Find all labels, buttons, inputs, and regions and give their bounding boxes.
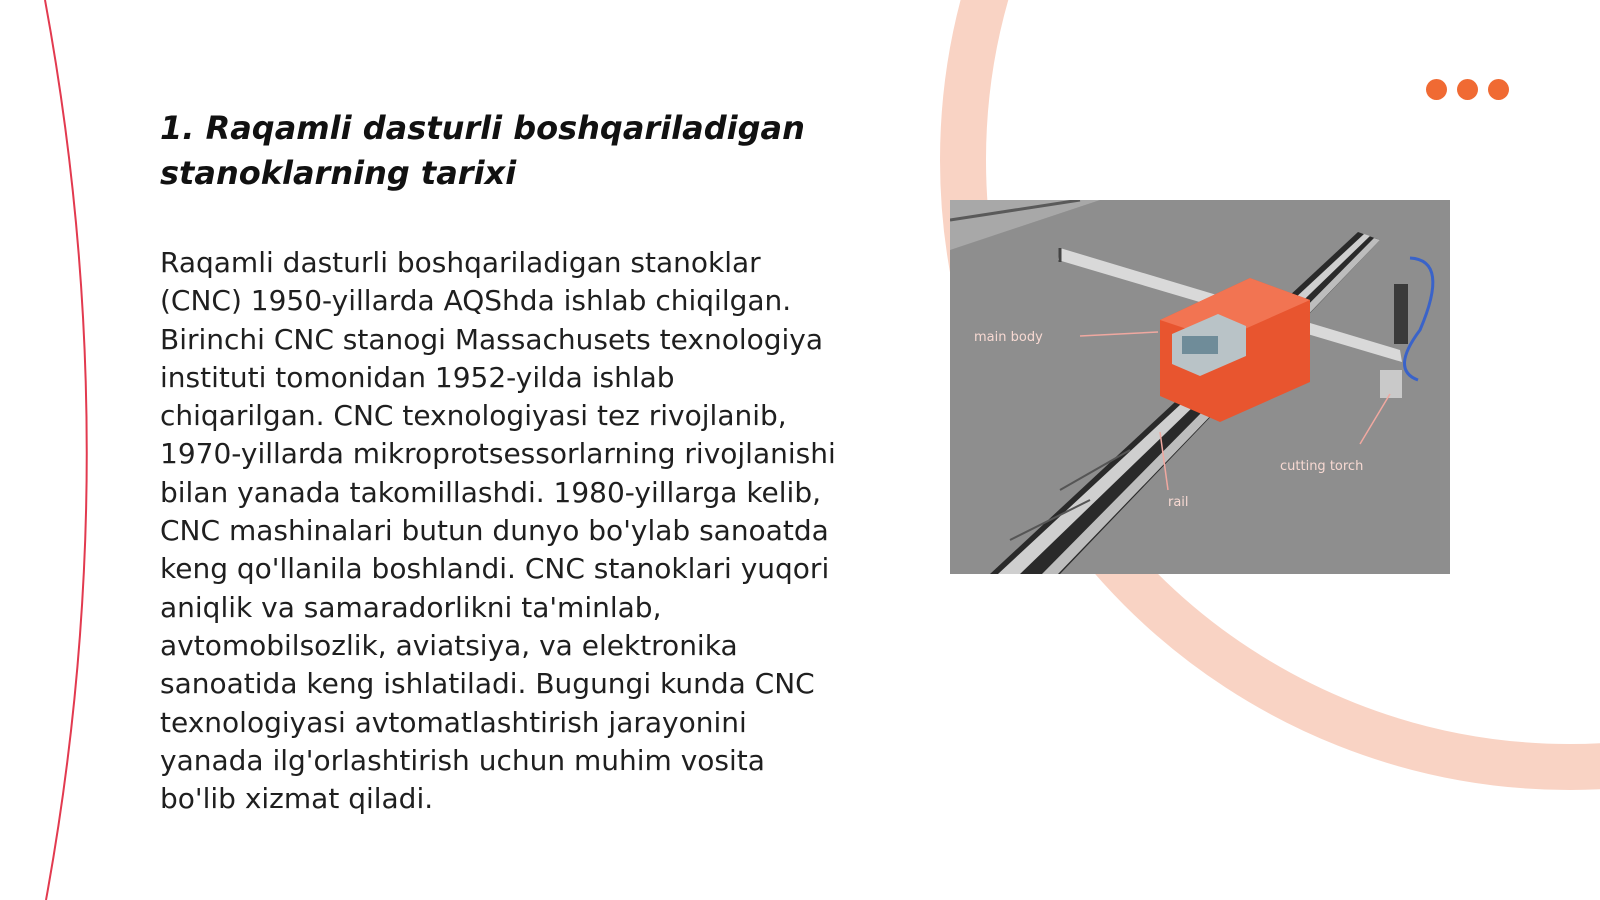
photo-label-main-body: main body — [974, 330, 1043, 345]
cnc-machine-photo — [950, 200, 1450, 574]
dot — [1426, 79, 1447, 100]
dot — [1457, 79, 1478, 100]
three-dots-icon — [1426, 79, 1509, 100]
left-arc-decoration — [0, 0, 140, 900]
slide-body-text: Raqamli dasturli boshqariladigan stanoklar (CNC) 1950-yillarda AQShda ishlab chiqilgan. Birinchi CNC stanogi Massachusets texnologiya instituti tomonidan 1952-yilda ishlab chiqarilgan. CNC texnologiyasi tez rivojlanib, 1970-yillarda mikroprotsessorlarning rivojlanishi bilan yanada takomillashdi. 1980-yillarga kelib, CNC mashinalari butun dunyo bo'ylab sanoatda keng qo'llanila boshlandi. CNC stanoklari yuqori aniqlik va samaradorlikni ta'minlab, avtomobilsozlik, aviatsiya, va elektronika sanoatida keng ishlatiladi. Bugungi kunda CNC texnologiyasi avtomatlashtirish jarayonini yanada ilg'orlashtirish uchun muhim vosita bo'lib xizmat qiladi. — [160, 246, 836, 816]
photo-label-rail: rail — [1168, 495, 1189, 510]
photo-label-cutting-torch: cutting torch — [1280, 459, 1364, 474]
slide-title: 1. Raqamli dasturli boshqariladigan stanoklarning tarixi — [160, 109, 805, 192]
dot — [1488, 79, 1509, 100]
cnc-machine-illustration — [950, 200, 1450, 574]
